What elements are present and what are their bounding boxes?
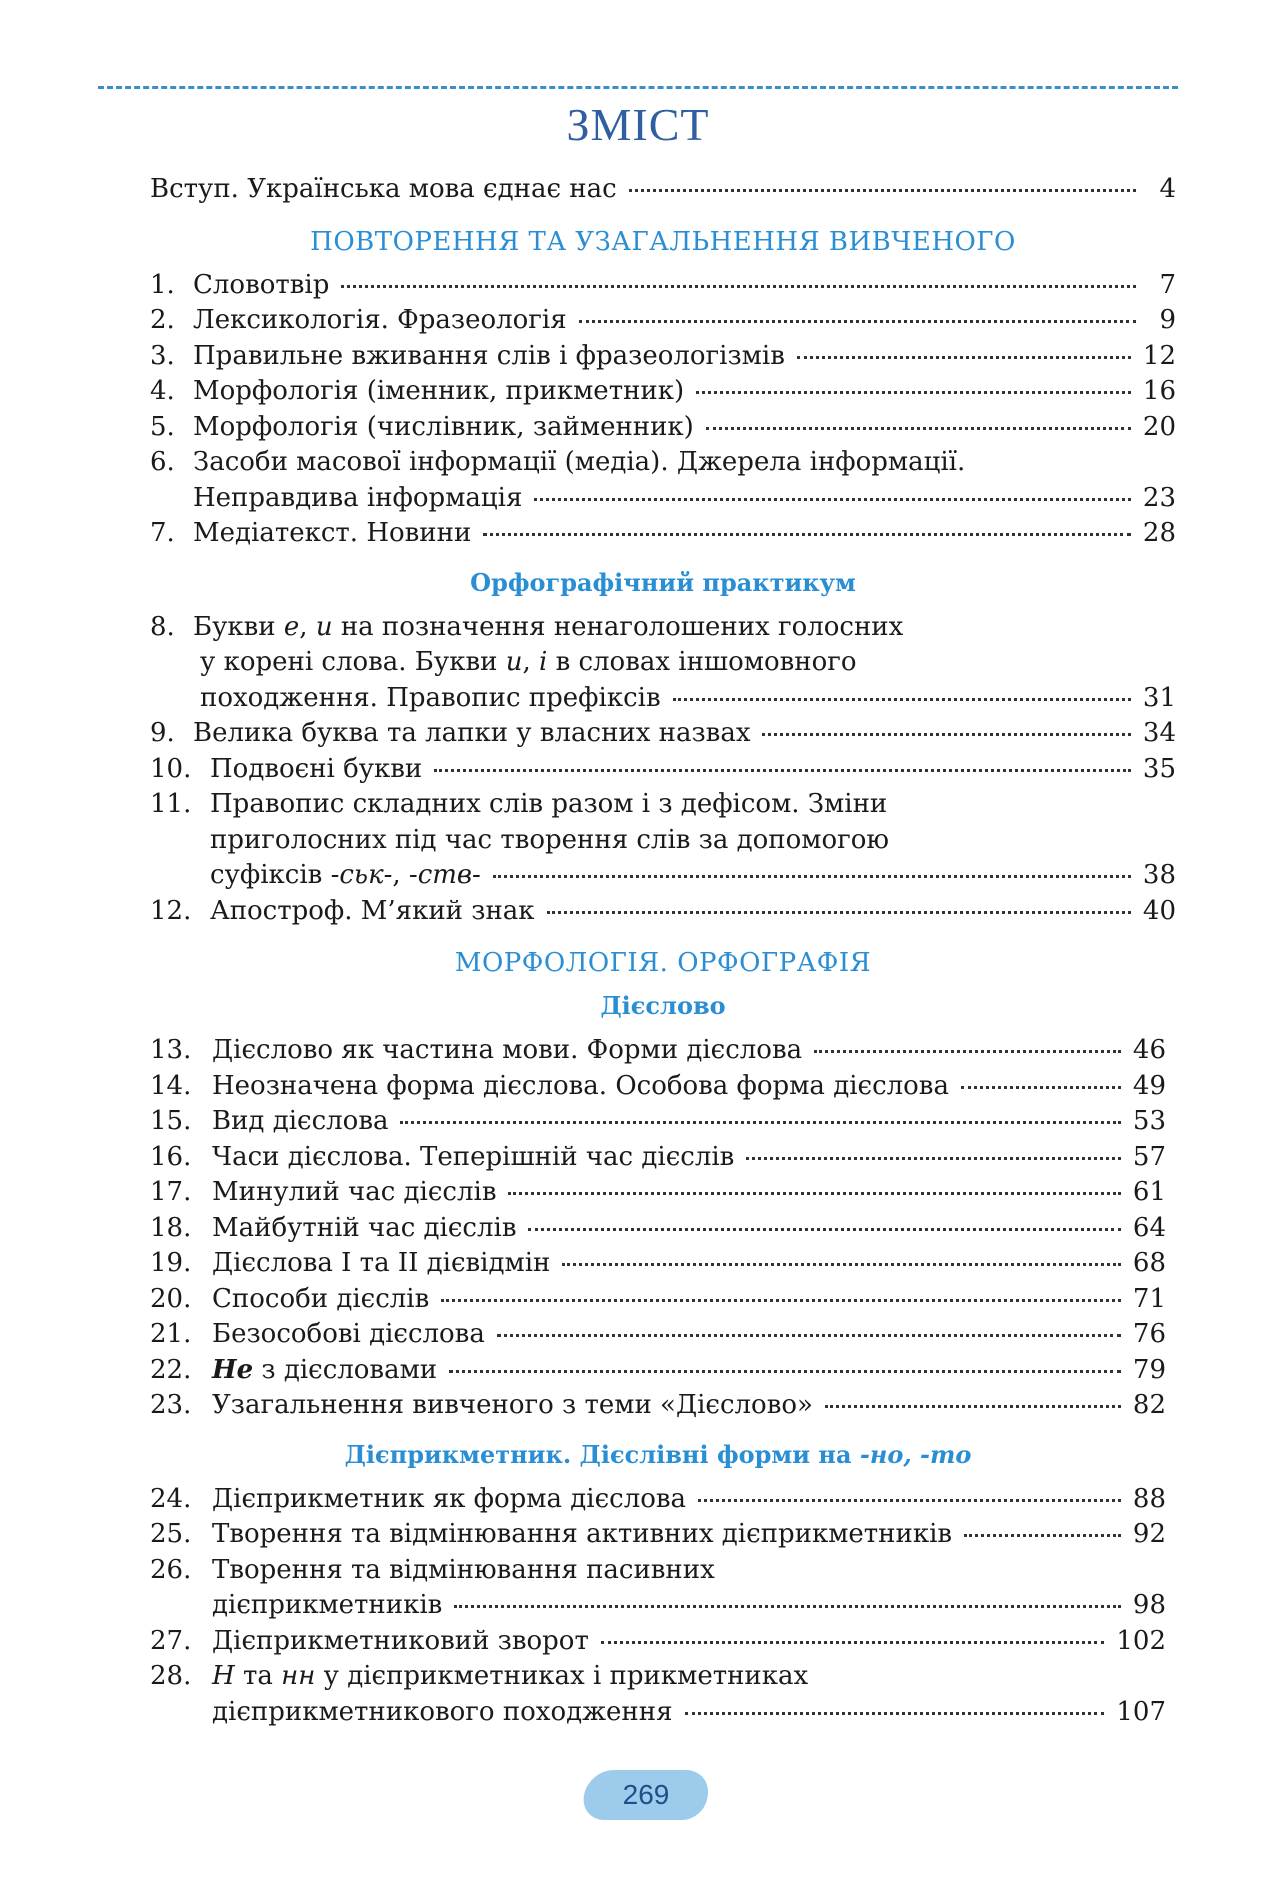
leader-dots — [449, 1370, 1121, 1373]
leader-dots — [685, 1712, 1105, 1715]
toc-entry[interactable]: 25. Творення та відмінювання активних дієприкметників 92 — [150, 1519, 1166, 1549]
leader-dots — [698, 1499, 1121, 1502]
leader-dots — [547, 911, 1131, 914]
section-review-list — [150, 268, 1176, 552]
toc-entry[interactable]: 2. Лексикологія. Фразеологія 9 — [150, 305, 1176, 335]
leader-dots — [400, 1121, 1120, 1124]
leader-dots — [696, 391, 1131, 394]
toc-entry[interactable]: 10. Подвоєні букви 35 — [150, 753, 1176, 784]
toc-entry-multiline[interactable]: 28. Н та нн у дієприкметниках і прикметниках дієприкметникового походження 107 — [150, 1661, 1166, 1727]
toc-entry[interactable]: 7. Медіатекст. Новини 28 — [150, 518, 1176, 548]
leader-dots — [797, 356, 1131, 359]
toc-entry[interactable]: 23. Узагальнення вивченого з теми «Дієслово» 82 — [150, 1390, 1166, 1420]
toc-entry[interactable]: 15. Вид дієслова 53 — [150, 1106, 1166, 1136]
leader-dots — [601, 1641, 1105, 1644]
toc-entry-multiline[interactable]: 8. Букви е, и на позначення ненаголошених голосних у корені слова. Букви и, і в словах іншомовного походження. Правопис префіксів 31 — [150, 611, 1176, 713]
leader-dots — [534, 498, 1131, 501]
subsection-heading-participle: Дієприкметник. Дієслівні форми на -но, -то — [344, 1439, 972, 1469]
toc-entry-multiline[interactable]: 6. Засоби масової інформації (медіа). Джерела інформації. Неправдива інформація 23 — [150, 447, 1176, 513]
leader-dots — [441, 1299, 1121, 1302]
toc-entry[interactable]: 24. Дієприкметник як форма дієслова 88 — [150, 1483, 1166, 1514]
leader-dots — [814, 1050, 1121, 1053]
toc — [150, 172, 1176, 1730]
leader-dots — [562, 1263, 1121, 1266]
toc-entry-multiline[interactable]: 11. Правопис складних слів разом і з дефісом. Зміни приголосних під час творення слів за допомогою суфіксів -ськ-, -ств- 38 — [150, 789, 1176, 890]
leader-dots — [341, 285, 1136, 288]
leader-dots — [964, 1534, 1121, 1537]
toc-entry[interactable]: 14. Неозначена форма дієслова. Особова форма дієслова 49 — [150, 1070, 1166, 1101]
leader-dots — [483, 533, 1131, 536]
toc-entry[interactable]: 12. Апостроф. М’який знак 40 — [150, 895, 1176, 926]
page-title: ЗМІСТ — [566, 99, 710, 150]
leader-dots — [528, 1228, 1120, 1231]
section-heading-review: ПОВТОРЕННЯ ТА УЗАГАЛЬНЕННЯ ВИВЧЕНОГО — [310, 226, 1016, 257]
toc-entry[interactable]: 20. Способи дієслів 71 — [150, 1283, 1166, 1314]
subsection-heading-spelling: Орфографічний практикум — [470, 567, 856, 597]
section-verb-list — [150, 1033, 1176, 1730]
leader-dots — [825, 1405, 1121, 1408]
leader-dots — [961, 1086, 1121, 1089]
toc-entry-multiline[interactable]: 26. Творення та відмінювання пасивних дієприкметників 98 — [150, 1554, 1166, 1620]
leader-dots — [579, 320, 1136, 323]
leader-dots — [706, 427, 1131, 430]
section-heading-morphology: МОРФОЛОГІЯ. ОРФОГРАФІЯ — [454, 948, 872, 978]
toc-entry[interactable]: 16. Часи дієслова. Теперішній час дієслів 57 — [150, 1141, 1166, 1172]
toc-entry[interactable]: 27. Дієприкметниковий зворот 102 — [150, 1625, 1166, 1656]
toc-entry[interactable]: 5. Морфологія (числівник, займенник) 20 — [150, 411, 1176, 442]
leader-dots — [434, 769, 1131, 772]
toc-entry[interactable]: 22. Не з дієсловами 79 — [150, 1354, 1166, 1385]
toc-entry[interactable]: 13. Дієслово як частина мови. Форми дієслова 46 — [150, 1035, 1166, 1065]
leader-dots — [508, 1192, 1120, 1195]
top-dashed-divider — [98, 86, 1178, 89]
toc-entry[interactable]: 3. Правильне вживання слів і фразеологізмів 12 — [150, 340, 1176, 371]
toc-entry[interactable]: 18. Майбутній час дієслів 64 — [150, 1212, 1166, 1243]
leader-dots — [493, 875, 1131, 878]
page-number: 269 — [622, 1779, 670, 1810]
leader-dots — [746, 1157, 1121, 1160]
leader-dots — [762, 733, 1130, 736]
toc-entry[interactable]: 9. Велика буква та лапки у власних назвах 34 — [150, 718, 1176, 748]
toc-entry[interactable]: 4. Морфологія (іменник, прикметник) 16 — [150, 376, 1176, 406]
toc-entry[interactable]: 17. Минулий час дієслів 61 — [150, 1177, 1166, 1207]
leader-dots — [497, 1334, 1121, 1337]
leader-dots — [629, 189, 1136, 192]
leader-dots — [454, 1605, 1121, 1608]
toc-entry[interactable]: 1. Словотвір 7 — [150, 269, 1176, 300]
toc-entry[interactable]: 21. Безособові дієслова 76 — [150, 1319, 1166, 1349]
leader-dots — [673, 698, 1131, 701]
toc-entry[interactable]: 19. Дієслова I та II дієвідмін 68 — [150, 1248, 1166, 1278]
toc-entry-intro[interactable]: Вступ. Українська мова єднає нас 4 — [150, 174, 1176, 204]
subsection-heading-verb: Дієслово — [600, 991, 726, 1020]
